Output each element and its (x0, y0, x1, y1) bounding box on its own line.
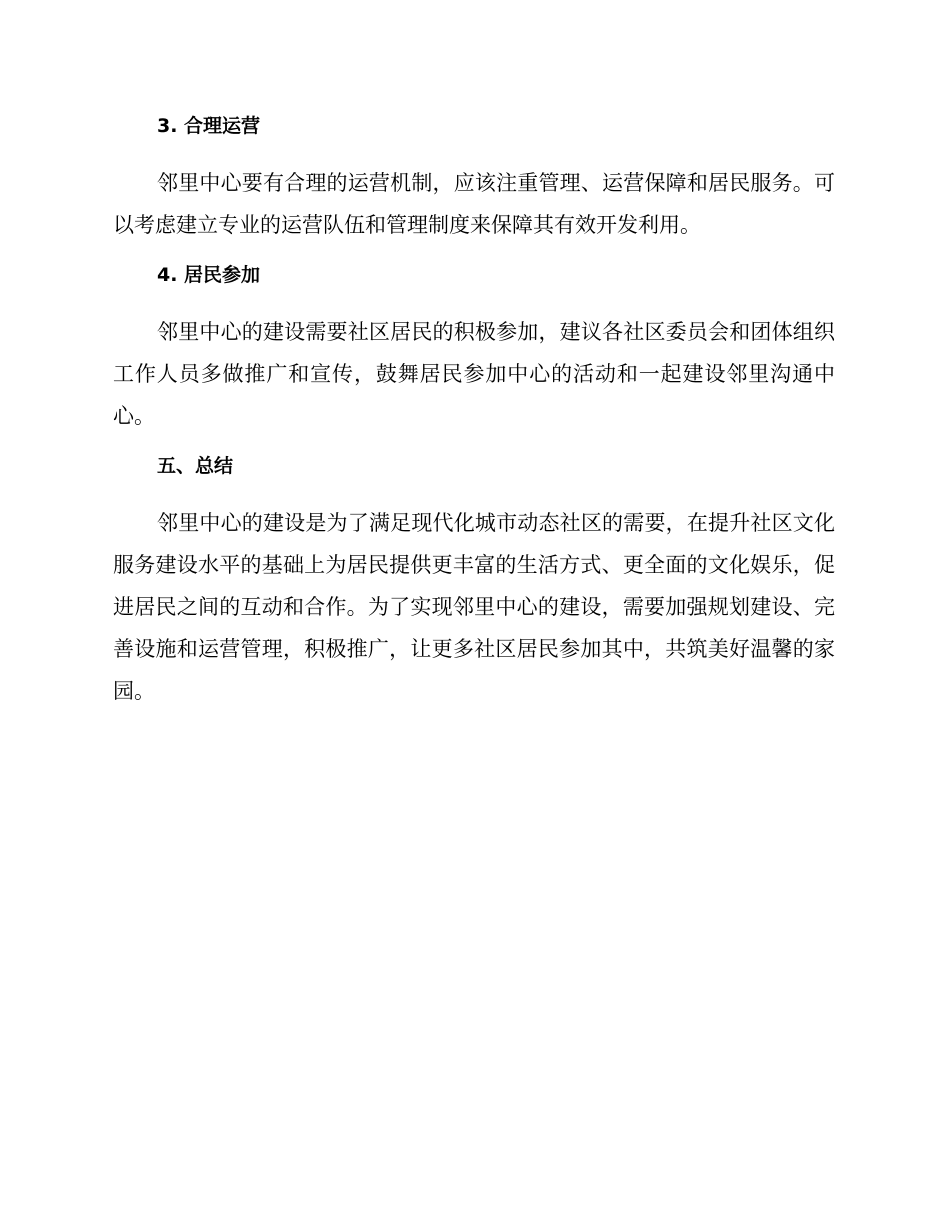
section-paragraph-summary: 邻里中心的建设是为了满足现代化城市动态社区的需要，在提升社区文化服务建设水平的基础上为居民提供更丰富的生活方式、更全面的文化娱乐，促进居民之间的互动和合作。为了实现邻里中心的建设，需要加强规划建设、完善设施和运营管理，积极推广，让更多社区居民参加其中，共筑美好温馨的家园。 (113, 511, 835, 703)
section-heading-participation: 4. 居民参加 (157, 264, 261, 286)
section-paragraph-operation: 邻里中心要有合理的运营机制，应该注重管理、运营保障和居民服务。可以考虑建立专业的运营队伍和管理制度来保障其有效开发利用。 (113, 171, 835, 237)
document-body (113, 112, 835, 712)
section-paragraph-participation: 邻里中心的建设需要社区居民的积极参加，建议各社区委员会和团体组织工作人员多做推广和宣传，鼓舞居民参加中心的活动和一起建设邻里沟通中心。 (113, 320, 835, 428)
section-heading-operation: 3. 合理运营 (157, 115, 261, 137)
section-heading-summary: 五、总结 (157, 455, 234, 477)
